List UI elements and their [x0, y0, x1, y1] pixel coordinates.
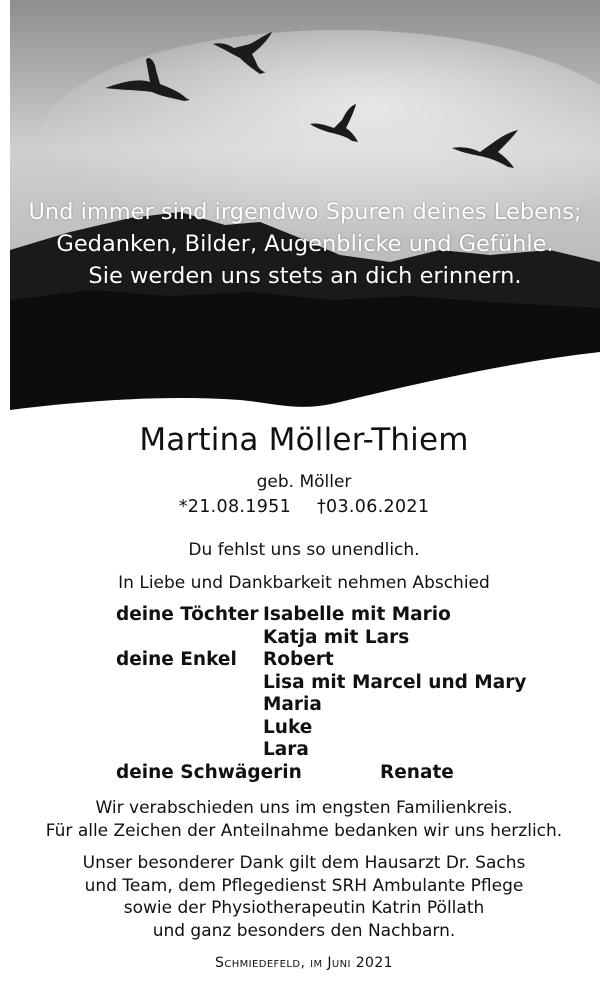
- farewell-line: Du fehlst uns so unendlich.: [188, 540, 420, 560]
- thanks-line: sowie der Physiotherapeutin Katrin Pöllath: [123, 898, 485, 918]
- family-member: Katja mit Lars: [263, 626, 410, 648]
- family-list: [116, 604, 586, 784]
- birth-date: *21.08.1951: [178, 497, 291, 517]
- farewell-intro: In Liebe und Dankbarkeit nehmen Abschied: [118, 573, 490, 593]
- closing-text: [0, 797, 608, 843]
- birth-name: geb. Möller: [256, 472, 352, 492]
- family-relation: deine Töchter: [116, 604, 259, 625]
- family-row: [116, 649, 586, 672]
- family-member: Lisa mit Marcel und Mary: [263, 671, 527, 693]
- family-relation: deine Enkel: [116, 649, 237, 670]
- family-row: [116, 672, 586, 695]
- family-member: Isabelle mit Mario: [263, 604, 451, 625]
- deceased-name: Martina Möller-Thiem: [139, 422, 469, 458]
- thanks-line: und ganz besonders den Nachbarn.: [152, 920, 456, 941]
- family-member: Maria: [263, 694, 322, 715]
- family-row: [116, 739, 586, 762]
- family-member: Lara: [263, 739, 309, 760]
- poem-line: Und immer sind irgendwo Spuren deines Lebens;: [28, 199, 582, 225]
- closing-line: Wir verabschieden uns im engsten Familienkreis.: [95, 798, 513, 818]
- family-row: [116, 762, 586, 785]
- family-member: Robert: [263, 649, 334, 670]
- family-member: Luke: [263, 716, 313, 738]
- place-date: Schmiedefeld, im Juni 2021: [215, 955, 393, 971]
- thanks-line: Unser besonderer Dank gilt dem Hausarzt Dr. Sachs: [82, 853, 526, 873]
- family-row: [116, 627, 586, 650]
- family-row: [116, 694, 586, 717]
- family-row: [116, 604, 586, 627]
- poem-line: Sie werden uns stets an dich erinnern.: [88, 263, 522, 289]
- family-member: Renate: [380, 761, 454, 783]
- family-relation: deine Schwägerin: [116, 761, 302, 783]
- thanks-line: und Team, dem Pflegedienst SRH Ambulante Pflege: [84, 875, 524, 896]
- life-dates: [0, 497, 608, 517]
- death-date: †03.06.2021: [317, 497, 430, 517]
- family-row: [116, 717, 586, 740]
- closing-line: Für alle Zeichen der Anteilnahme bedanken wir uns herzlich.: [45, 821, 563, 841]
- thanks-text: [0, 852, 608, 942]
- poem-line: Gedanken, Bilder, Augenblicke und Gefühle.: [56, 231, 554, 257]
- poem: [10, 196, 600, 292]
